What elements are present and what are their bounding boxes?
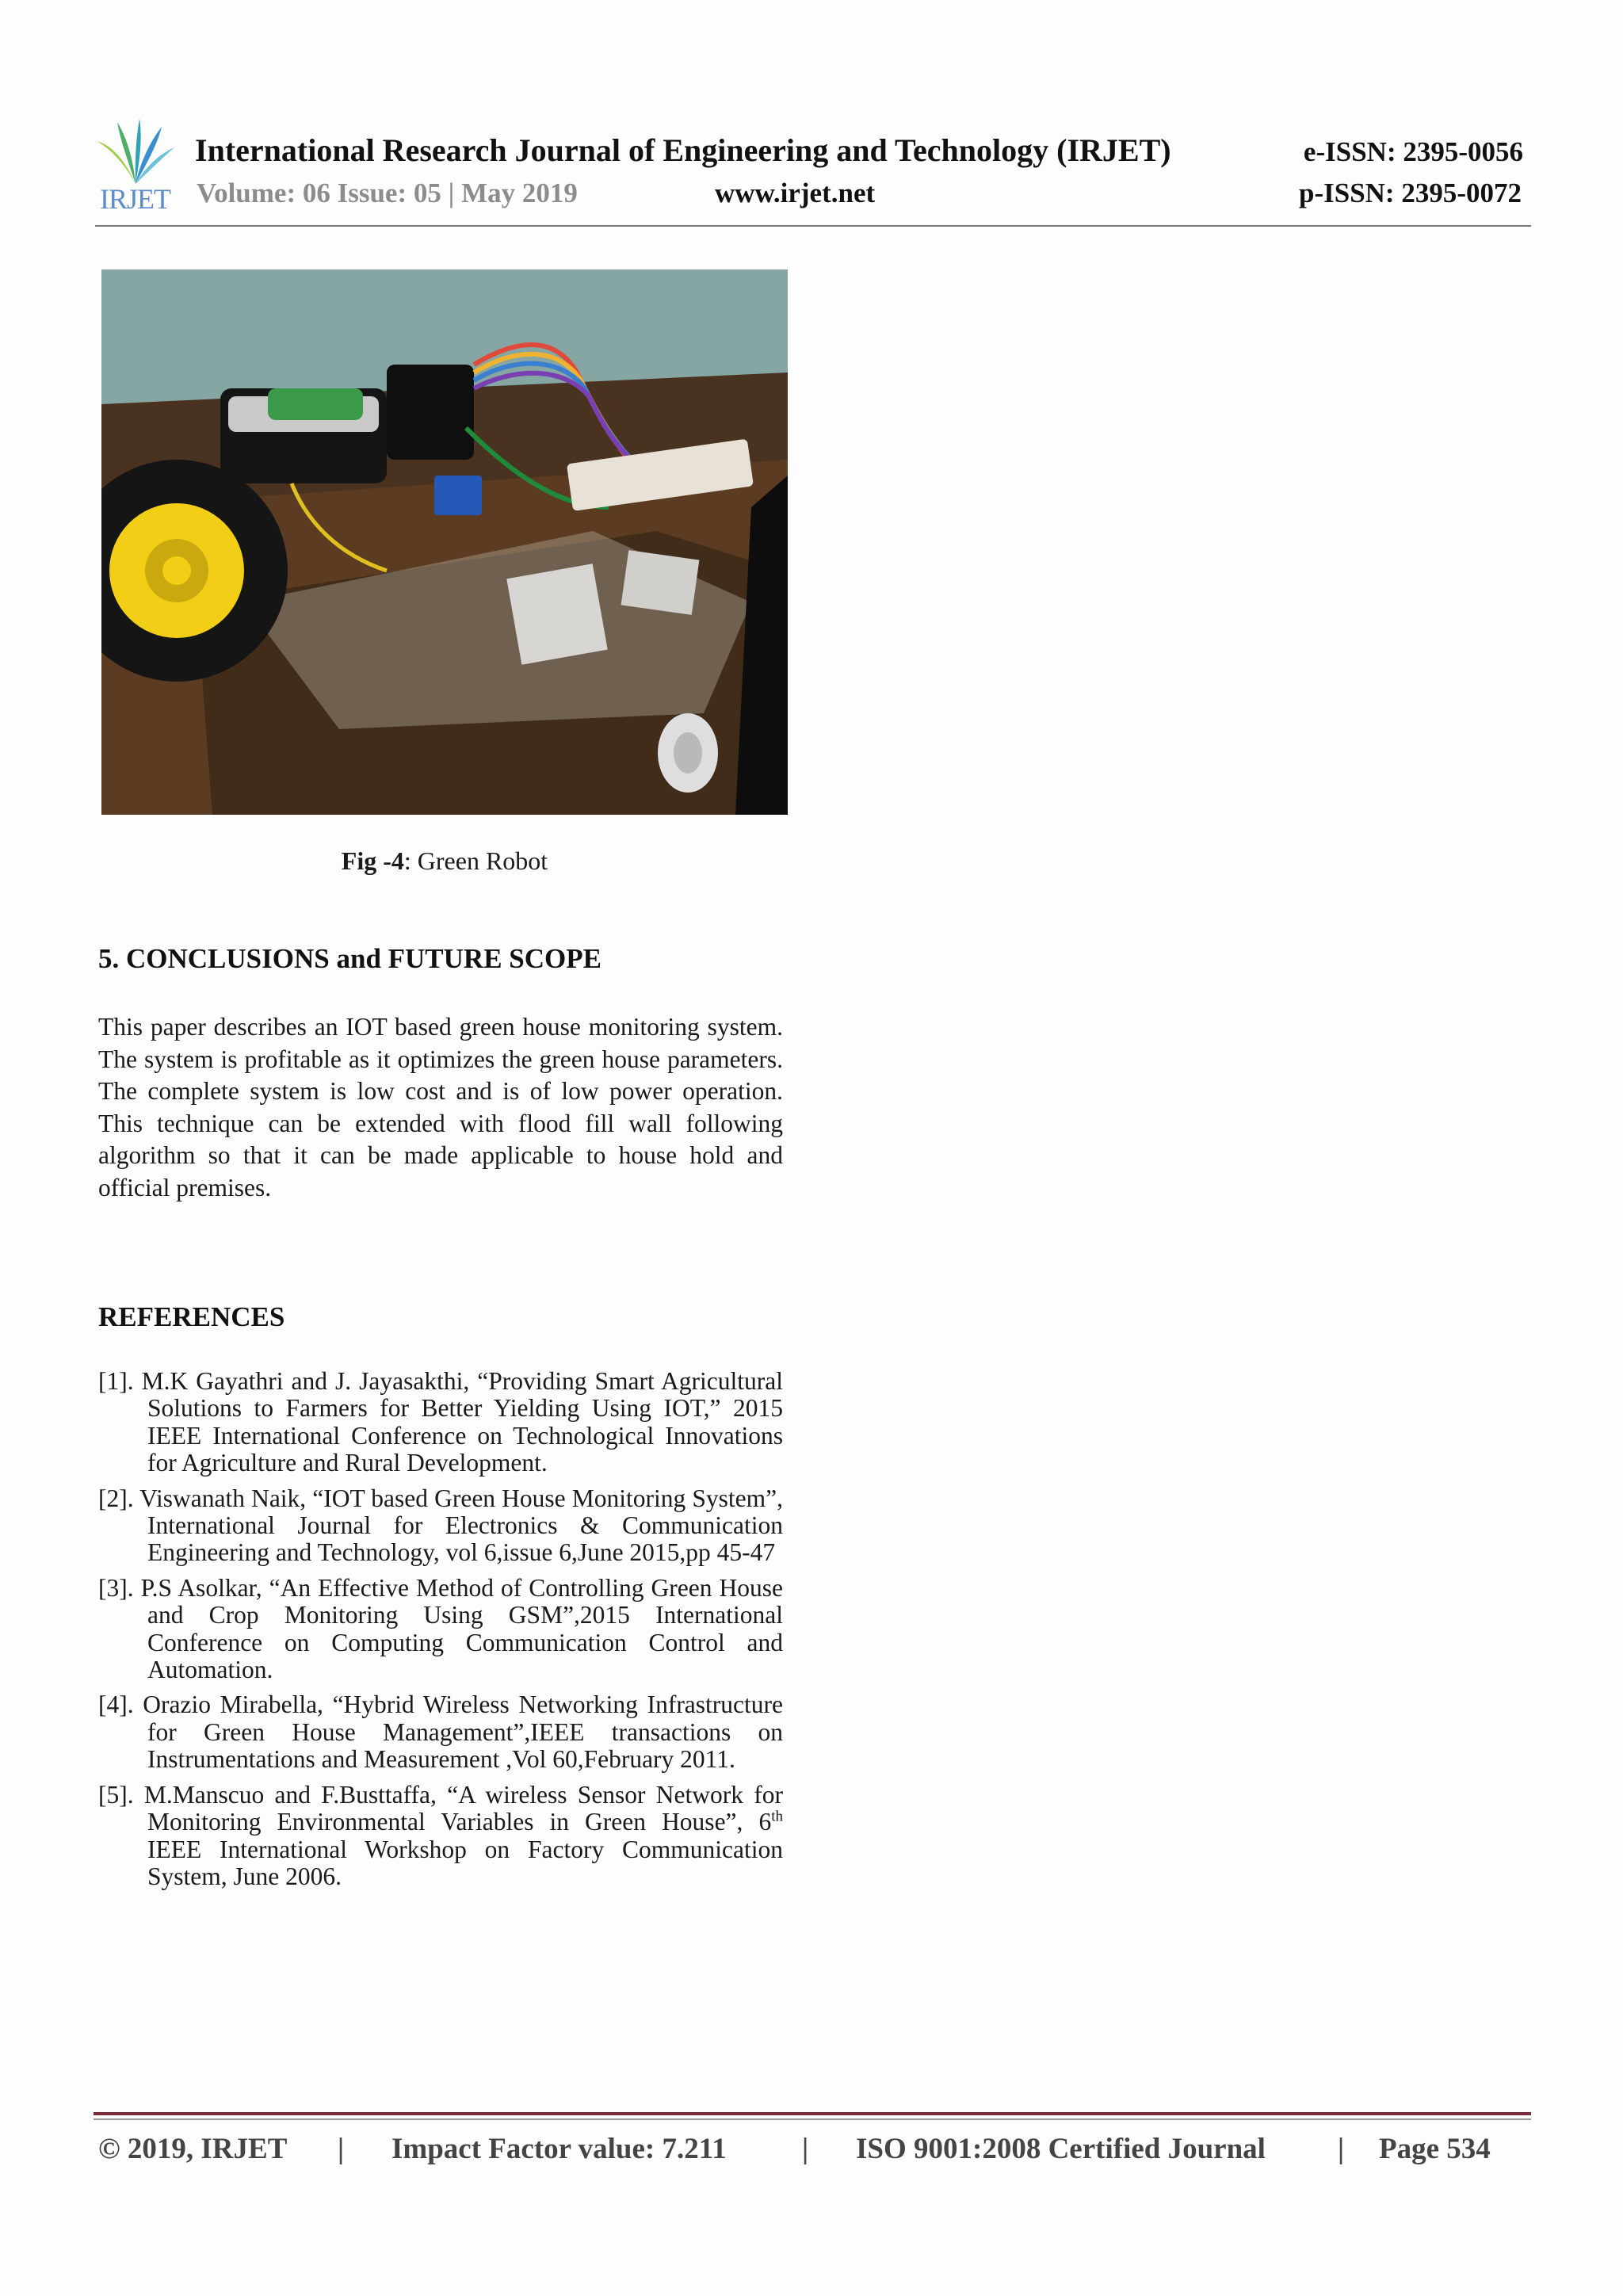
journal-website: www.irjet.net	[715, 178, 876, 208]
figure-caption	[101, 846, 788, 876]
journal-title: International Research Journal of Engineering and Technology (IRJET)	[195, 132, 1171, 168]
footer-copyright: © 2019, IRJET	[98, 2133, 288, 2165]
page-header	[0, 0, 1623, 238]
page-footer	[98, 2132, 1493, 2172]
reference-text: [5]. M.Manscuo and F.Busttaffa, “A wireless Sensor Network for Monitoring Environmental Variables in Green House”, 6	[98, 1780, 783, 1836]
reference-item: [4]. Orazio Mirabella, “Hybrid Wireless Networking Infrastructure for Green House Management”,IEEE transactions on Instrumentations and Measurement ,Vol 60,February 2011.	[98, 1690, 783, 1774]
e-issn: e-ISSN: 2395-0056	[1303, 136, 1523, 167]
p-issn: p-ISSN: 2395-0072	[1298, 178, 1522, 208]
reference-text: IEEE International Workshop on Factory Communication System, June 2006.	[147, 1835, 783, 1890]
section-heading: 5. CONCLUSIONS and FUTURE SCOPE	[98, 943, 601, 974]
references-heading: REFERENCES	[98, 1301, 285, 1332]
volume-issue: Volume: 06 Issue: 05 | May 2019	[197, 178, 578, 208]
logo-wordmark: IRJET	[100, 183, 170, 215]
footer-impact-factor: Impact Factor value: 7.211	[391, 2133, 727, 2165]
reference-list	[98, 1368, 783, 1898]
irjet-logo	[94, 117, 178, 215]
green-robot-image	[101, 269, 788, 815]
footer-page-number: Page 534	[1379, 2133, 1491, 2165]
reference-item: [1]. M.K Gayathri and J. Jayasakthi, “Providing Smart Agricultural Solutions to Farmers for Better Yielding Using IOT,” 2015 IEEE International Conference on Technological Innovations for Agriculture and Rural Development.	[98, 1367, 783, 1477]
figure-label: Fig -4	[341, 846, 404, 875]
ordinal-superscript: th	[771, 1808, 783, 1825]
header-divider	[95, 225, 1531, 227]
leaf-logo-icon	[94, 117, 178, 185]
footer-iso: ISO 9001:2008 Certified Journal	[856, 2133, 1266, 2165]
reference-item: [2]. Viswanath Naik, “IOT based Green House Monitoring System”, International Journal for Electronics & Communication Engineering and Technology, vol 6,issue 6,June 2015,pp 45-47	[98, 1484, 783, 1567]
footer-divider-thin	[94, 2118, 1531, 2120]
reference-item	[98, 1782, 783, 1891]
footer-separator: |	[1338, 2133, 1345, 2165]
figure-caption-text: : Green Robot	[403, 846, 548, 875]
footer-separator: |	[802, 2133, 809, 2165]
robot-photo	[101, 269, 788, 815]
conclusion-paragraph: This paper describes an IOT based green house monitoring system. The system is profitable as it optimizes the green house parameters. The complete system is low cost and is of low power operation. This technique can be extended with flood fill wall following algorithm so that it can be made applicable to house hold and official premises.	[98, 1013, 783, 1201]
footer-separator: |	[338, 2133, 345, 2165]
reference-item: [3]. P.S Asolkar, “An Effective Method of Controlling Green House and Crop Monitoring Using GSM”,2015 International Conference on Computing Communication Control and Automation.	[98, 1573, 783, 1684]
footer-divider	[94, 2112, 1531, 2115]
